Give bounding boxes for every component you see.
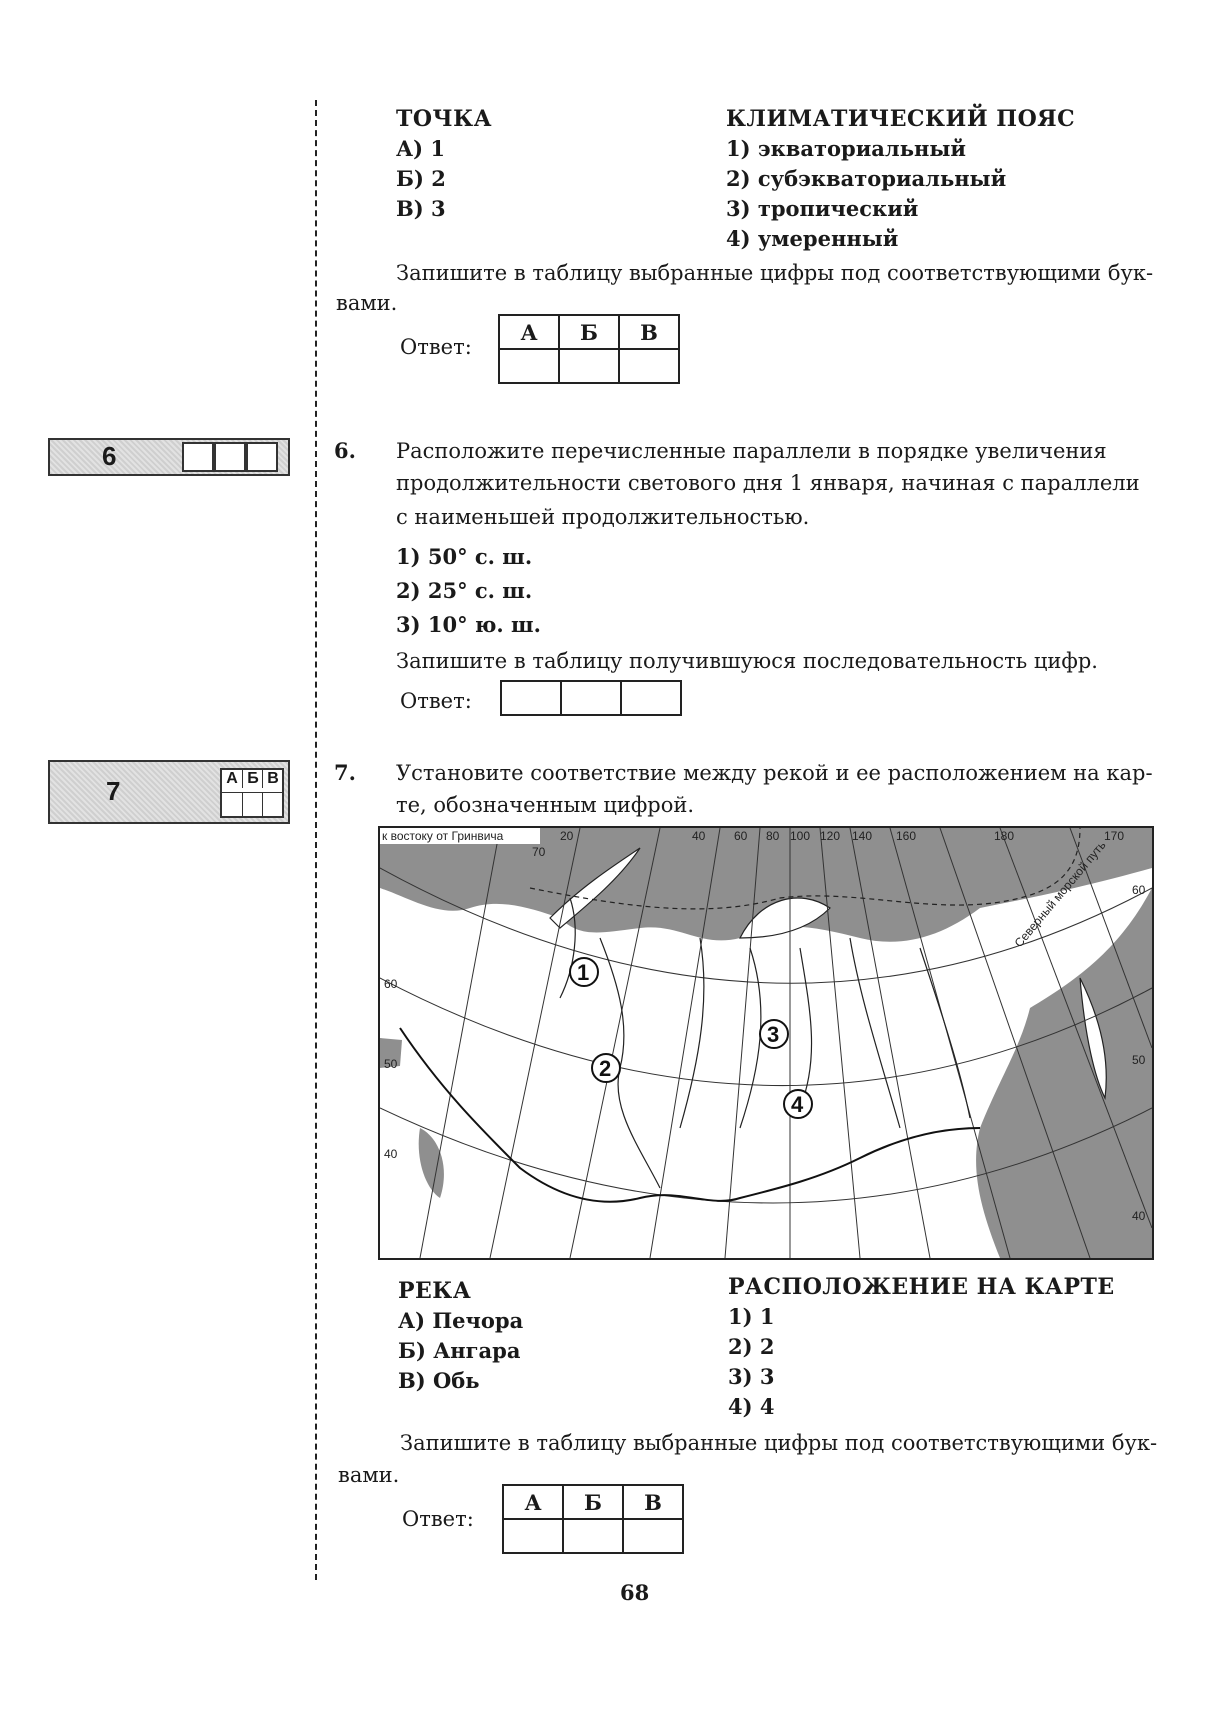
longitude-label: 60 bbox=[734, 829, 748, 843]
latitude-label: 50 bbox=[1132, 1053, 1146, 1067]
task6-instruction: Запишите в таблицу получившуюся последовательность цифр. bbox=[396, 649, 1098, 673]
task6-side-box bbox=[48, 438, 290, 476]
task7-question: те, обозначенным цифрой. bbox=[396, 793, 695, 817]
task5-instruction: Запишите в таблицу выбранные цифры под соответствующими бук- bbox=[396, 261, 1154, 285]
svg-text:2: 2 bbox=[599, 1056, 612, 1081]
answer-header-b: Б bbox=[563, 1485, 623, 1519]
svg-text:4: 4 bbox=[791, 1092, 804, 1117]
task6-answer-label: Ответ: bbox=[400, 689, 472, 713]
longitude-label: 100 bbox=[790, 829, 811, 843]
task5-right-item: 3) тропический bbox=[726, 196, 919, 221]
longitude-label: 80 bbox=[766, 829, 780, 843]
task6-question: продолжительности светового дня 1 января, начиная с параллели bbox=[396, 471, 1140, 495]
answer-cell-v[interactable] bbox=[623, 1519, 683, 1553]
latitude-label: 70 bbox=[532, 845, 546, 859]
task5-answer-label: Ответ: bbox=[400, 335, 472, 359]
answer-header-v: В bbox=[619, 315, 679, 349]
answer-header-a: А bbox=[503, 1485, 563, 1519]
task7-side-box bbox=[48, 760, 290, 824]
longitude-label: 40 bbox=[692, 829, 706, 843]
task7-right-item: 2) 2 bbox=[728, 1334, 775, 1359]
answer-cell-b[interactable] bbox=[563, 1519, 623, 1553]
task6-number: 6. bbox=[334, 438, 356, 463]
russia-map bbox=[378, 826, 1154, 1260]
marker-2 bbox=[592, 1054, 620, 1082]
task7-left-item: В) Обь bbox=[398, 1368, 480, 1393]
task5-left-header: ТОЧКА bbox=[396, 106, 493, 132]
task7-left-item: А) Печора bbox=[398, 1308, 524, 1333]
task7-answer-table bbox=[502, 1484, 684, 1554]
task6-option: 3) 10° ю. ш. bbox=[396, 612, 541, 637]
marker-1 bbox=[570, 958, 598, 986]
longitude-label: 20 bbox=[560, 829, 574, 843]
task5-right-item: 1) экваториальный bbox=[726, 136, 966, 161]
side-letter-v: В bbox=[262, 770, 283, 788]
longitude-label: 180 bbox=[994, 829, 1015, 843]
task6-side-cell[interactable] bbox=[182, 442, 214, 472]
latitude-label: 40 bbox=[1132, 1209, 1146, 1223]
task6-option: 2) 25° с. ш. bbox=[396, 578, 533, 603]
task7-right-item: 3) 3 bbox=[728, 1364, 775, 1389]
task5-right-header: КЛИМАТИЧЕСКИЙ ПОЯС bbox=[726, 106, 1076, 132]
route-label: Северный морской путь bbox=[1011, 838, 1109, 950]
answer-header-v: В bbox=[623, 1485, 683, 1519]
task5-instruction-cont: вами. bbox=[336, 291, 398, 315]
longitude-label: 160 bbox=[896, 829, 917, 843]
task6-side-cell[interactable] bbox=[214, 442, 246, 472]
latitude-label: 50 bbox=[384, 1057, 398, 1071]
task7-instruction-cont: вами. bbox=[338, 1463, 400, 1487]
task5-left-item: Б) 2 bbox=[396, 166, 446, 191]
task7-right-item: 4) 4 bbox=[728, 1394, 775, 1419]
task7-left-item: Б) Ангара bbox=[398, 1338, 521, 1363]
task5-right-item: 4) умеренный bbox=[726, 226, 899, 251]
task6-side-cell[interactable] bbox=[246, 442, 278, 472]
side-letter-a: А bbox=[226, 770, 238, 787]
task5-left-item: В) 3 bbox=[396, 196, 446, 221]
latitude-label: 40 bbox=[384, 1147, 398, 1161]
answer-cell[interactable] bbox=[501, 681, 561, 715]
caspian-sea bbox=[419, 1128, 444, 1198]
latitude-label: 60 bbox=[1132, 883, 1146, 897]
answer-header-b: Б bbox=[559, 315, 619, 349]
task7-question: Установите соответствие между рекой и ее расположением на кар- bbox=[396, 761, 1153, 785]
answer-header-a: А bbox=[499, 315, 559, 349]
page-number: 68 bbox=[620, 1580, 650, 1605]
task6-answer-table bbox=[500, 680, 682, 716]
task6-option: 1) 50° с. ш. bbox=[396, 544, 533, 569]
task6-side-number: 6 bbox=[102, 441, 117, 471]
svg-text:1: 1 bbox=[577, 960, 590, 985]
cut-line bbox=[315, 100, 317, 1580]
answer-cell[interactable] bbox=[621, 681, 681, 715]
pacific-ocean bbox=[976, 888, 1152, 1258]
task6-question: с наименьшей продолжительностью. bbox=[396, 505, 810, 529]
border-line bbox=[400, 1028, 980, 1202]
answer-cell-b[interactable] bbox=[559, 349, 619, 383]
task7-right-item: 1) 1 bbox=[728, 1304, 775, 1329]
task7-number: 7. bbox=[334, 760, 356, 785]
task5-left-item: А) 1 bbox=[396, 136, 445, 161]
task7-instruction: Запишите в таблицу выбранные цифры под соответствующими бук- bbox=[400, 1431, 1158, 1455]
task5-right-item: 2) субэкваториальный bbox=[726, 166, 1007, 191]
answer-cell-v[interactable] bbox=[619, 349, 679, 383]
answer-cell-a[interactable] bbox=[503, 1519, 563, 1553]
latitude-label: 60 bbox=[384, 977, 398, 991]
svg-text:3: 3 bbox=[767, 1022, 780, 1047]
map-caption: к востоку от Гринвича bbox=[382, 829, 504, 843]
answer-cell[interactable] bbox=[561, 681, 621, 715]
map-svg bbox=[380, 828, 1152, 1258]
longitude-label: 170 bbox=[1104, 829, 1125, 843]
side-letter-b: Б bbox=[242, 770, 263, 788]
task7-side-answer[interactable] bbox=[220, 768, 284, 818]
task7-left-header: РЕКА bbox=[398, 1278, 472, 1304]
task6-question: Расположите перечисленные параллели в порядке увеличения bbox=[396, 439, 1107, 463]
task7-answer-label: Ответ: bbox=[402, 1507, 474, 1531]
longitude-label: 140 bbox=[852, 829, 873, 843]
task5-answer-table bbox=[498, 314, 680, 384]
answer-cell-a[interactable] bbox=[499, 349, 559, 383]
marker-3 bbox=[760, 1020, 788, 1048]
task7-right-header: РАСПОЛОЖЕНИЕ НА КАРТЕ bbox=[728, 1274, 1115, 1300]
longitude-label: 120 bbox=[820, 829, 841, 843]
task7-side-number: 7 bbox=[106, 776, 121, 806]
marker-4 bbox=[784, 1090, 812, 1118]
